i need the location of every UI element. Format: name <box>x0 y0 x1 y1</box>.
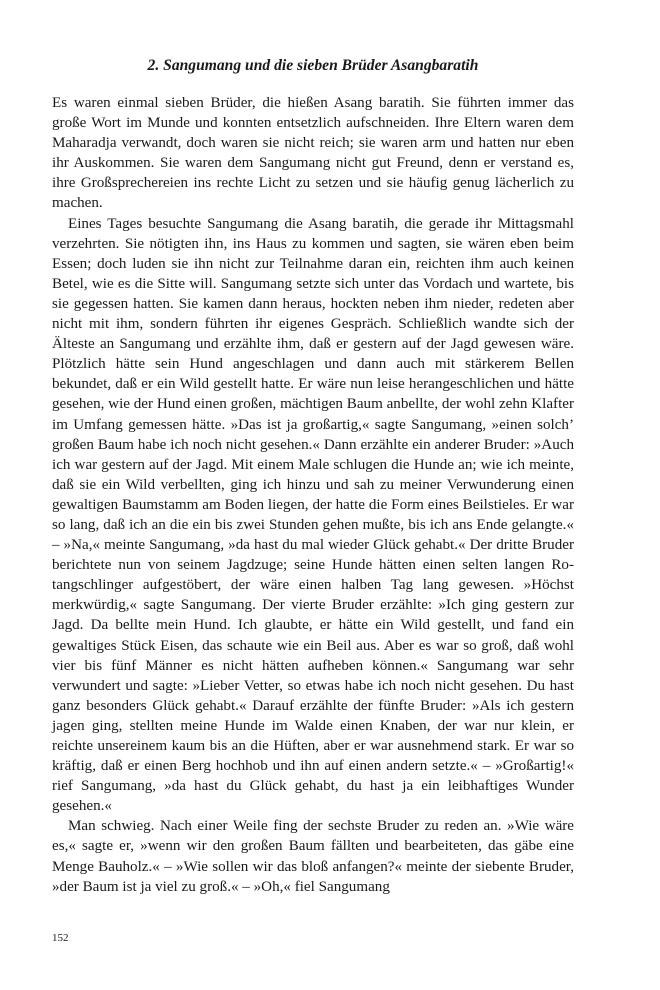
page-number: 152 <box>52 932 69 944</box>
paragraph-1: Es waren einmal sieben Brüder, die hießen Asang baratih. Sie führten immer das große Wort im Munde und konnten entsetzlich aufschneiden. Ihre Eltern waren dem Maharadja verwandt, doch waren sie nicht reich; sie waren arm und hatten nur eben ihr Auskommen. Sie waren dem Sangumang nicht gut Freund, denn er verstand es, ihre Großsprechereien ins rechte Licht zu setzen und sie häufig genug lächerlich zu machen. <box>52 95 574 212</box>
book-page <box>52 56 574 956</box>
paragraph-3: Man schwieg. Nach einer Weile fing der sechste Bruder zu reden an. »Wie wäre es,« sagte er, »wenn wir den großen Baum fällten und bearbeiteten, das gäbe eine Menge Bauholz.« – »Wie sollen wir das bloß anfangen?« meinte der siebente Bruder, »der Baum ist ja viel zu groß.« – »Oh,« fiel Sangumang <box>52 818 574 895</box>
chapter-title: 2. Sangumang und die sieben Brüder Asangbaratih <box>147 57 479 74</box>
paragraph-2: Eines Tages besuchte Sangumang die Asang baratih, die gerade ihr Mittagsmahl verzehrten. Sie nötigten ihn, ins Haus zu kommen und sagten, sie wären eben beim Essen; doch luden sie ihn nicht zur Teilnahme daran ein, reichten ihm auch keinen Betel, wie es die Sitte will. Sangumang setzte sich unter das Vordach und wartete, bis sie gegessen hatten. Sie kamen dann heraus, hockten neben ihm nieder, redeten aber nicht mit ihm, sondern führten ihr eigenes Gespräch. Schließlich wandte sich der Älteste an Sangumang und erzählte ihm, daß er gestern auf der Jagd gewesen wäre. Plötzlich hätte sein Hund angeschlagen und dann auch mit stärkerem Bellen bekundet, daß er ein Wild gestellt hatte. Er wäre nun leise herangeschlichen und hätte gesehen, wie der Hund einen großen, mächtigen Baum anbellte, der wohl zehn Klafter im Umfang gemessen hätte. »Das ist ja großartig,« sagte Sangumang, »einen solch’ großen Baum habe ich noch nicht gesehen.« Dann erzählte ein anderer Bruder: »Auch ich war gestern auf der Jagd. Mit einem Male schlugen die Hunde an; wie ich meinte, daß sie ein Wild verbellten, ging ich hinzu und sah zu meiner Verwunderung einen gewaltigen Baumstamm am Boden liegen, der hatte die Form eines Beilstieles. Er war so lang, daß ich an die ein bis zwei Stunden gehen mußte, bis ich ans Ende gelangte.« – »Na,« meinte Sangumang, »da hast du mal wieder Glück gehabt.« Der dritte Bruder berichtete nun von seinem Jagdzuge; seine Hunde hätten einen selten langen Rotangschlinger aufgestöbert, der wäre einen halben Tag lang gewesen. »Höchst merkwürdig,« sagte Sangumang. Der vierte Bruder erzählte: »Ich ging gestern zur Jagd. Da bellte mein Hund. Ich glaubte, er hätte ein Wild gestellt, und fand ein gewaltiges Stück Eisen, das schaute wie ein Beil aus. Aber es war so groß, daß wohl vier bis fünf Männer es nicht hätten aufheben können.« Sangumang war sehr verwundert und sagte: »Lieber Vetter, so etwas habe ich noch nicht gesehen. Du hast ganz besonders Glück gehabt.« Darauf erzählte der fünfte Bruder: »Als ich gestern jagen ging, stellten meine Hunde im Walde einen Knaben, der war nur klein, er reichte unsereinem kaum bis an die Hüften, aber er war ausnehmend stark. Er war so kräftig, daß er einen Berg hochhob und ihn auf einen andern setzte.« – »Großartig!« rief Sangumang, »da hast du Glück gehabt, du hast ja ein leibhaftiges Wunder gesehen.« <box>52 215 574 815</box>
